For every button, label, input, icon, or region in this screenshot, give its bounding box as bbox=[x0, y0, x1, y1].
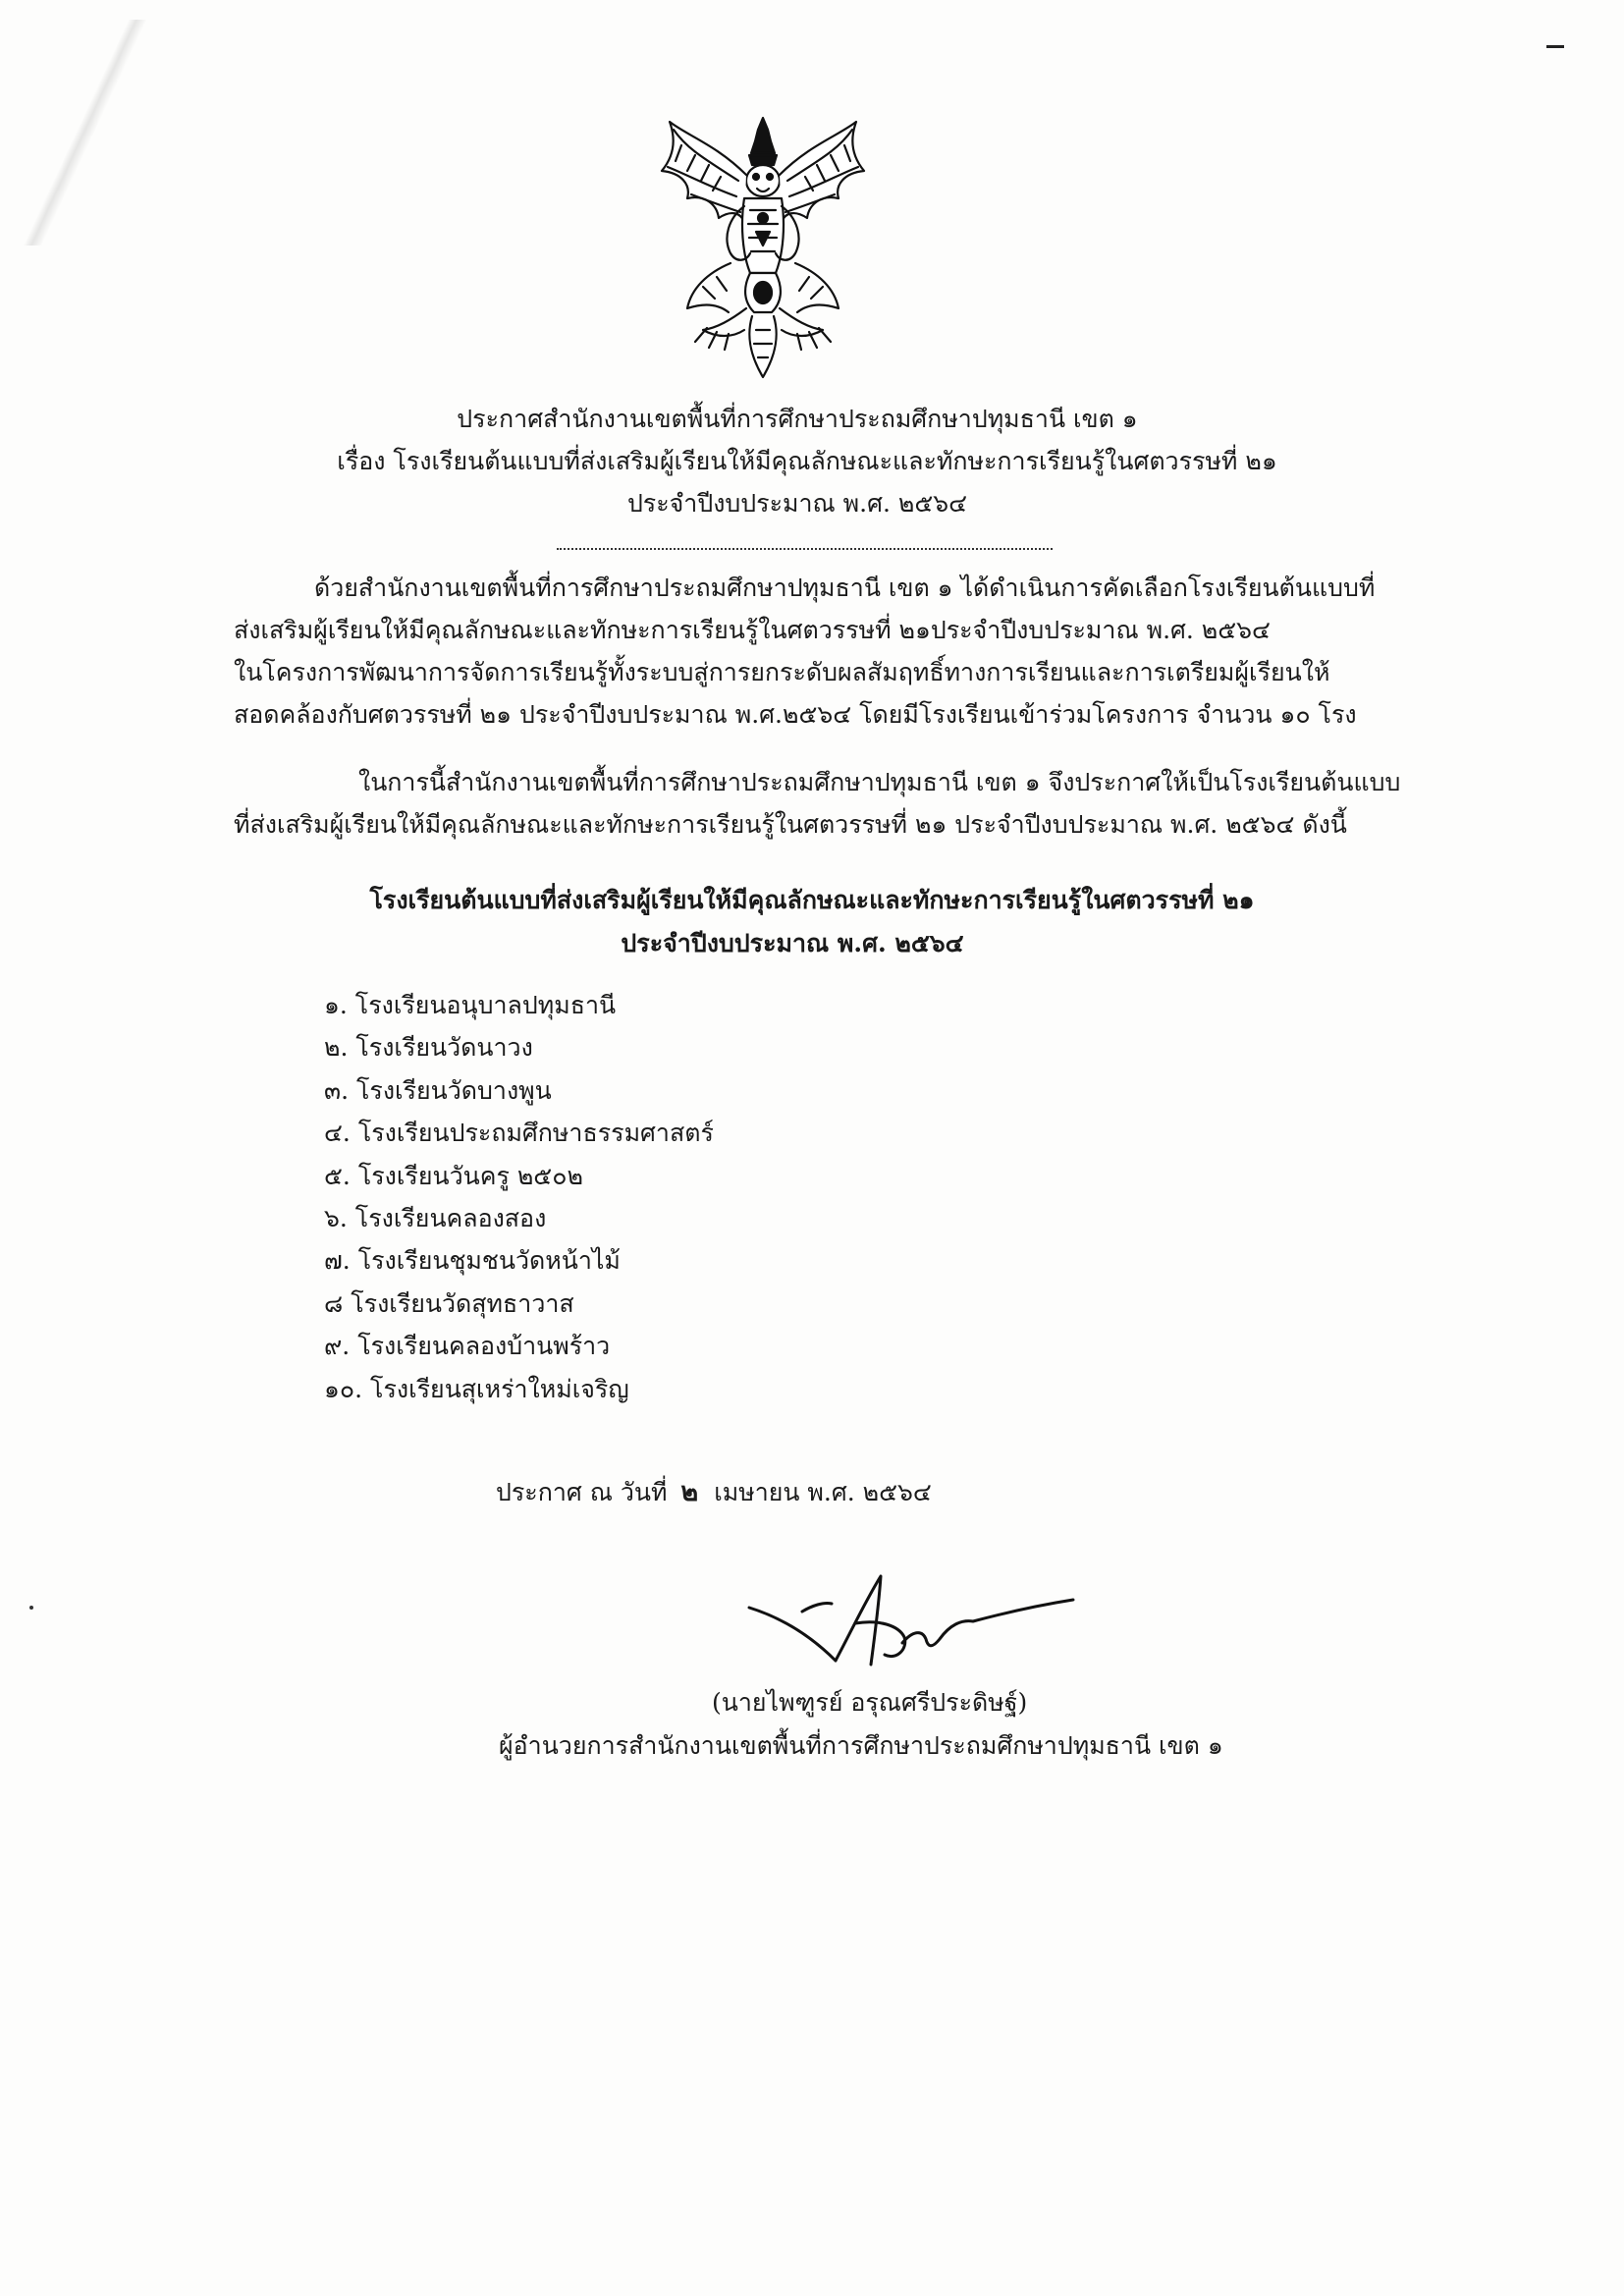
scan-artifact-streak bbox=[8, 20, 165, 246]
handwritten-signature bbox=[741, 1566, 1085, 1674]
paragraph-2-line-1: ในการนี้สำนักงานเขตพื้นที่การศึกษาประถมศึกษาปทุมธานี เขต ๑ จึงประกาศให้เป็นโรงเรียนต้นแบบ bbox=[358, 768, 1401, 796]
list-item: ๙. โรงเรียนคลองบ้านพร้าว bbox=[324, 1332, 611, 1361]
school-list-subtitle: ประจำปีงบประมาณ พ.ศ. ๒๕๖๔ bbox=[621, 929, 964, 957]
date-prefix: ประกาศ ณ วันที่ bbox=[496, 1478, 668, 1506]
list-item: ๘ โรงเรียนวัดสุทธาวาส bbox=[324, 1288, 574, 1318]
paragraph-1-line-1: ด้วยสำนักงานเขตพื้นที่การศึกษาประถมศึกษาปทุมธานี เขต ๑ ได้ดำเนินการคัดเลือกโรงเรียนต้นแบบที่ bbox=[314, 574, 1376, 602]
list-item: ๒. โรงเรียนวัดนาวง bbox=[324, 1033, 533, 1063]
list-item: ๓. โรงเรียนวัดบางพูน bbox=[324, 1075, 552, 1105]
signer-title: ผู้อำนวยการสำนักงานเขตพื้นที่การศึกษาประถมศึกษาปทุมธานี เขต ๑ bbox=[499, 1731, 1223, 1760]
announcement-fiscal-year: ประจำปีงบประมาณ พ.ศ. ๒๕๖๔ bbox=[626, 489, 968, 518]
signer-name: (นายไพฑูรย์ อรุณศรีประดิษฐ์) bbox=[712, 1688, 1028, 1717]
paragraph-1-line-2: ส่งเสริมผู้เรียนให้มีคุณลักษณะและทักษะการเรียนรู้ในศตวรรษที่ ๒๑ประจำปีงบประมาณ พ.ศ. ๒๕๖๔ bbox=[234, 616, 1271, 644]
list-item: ๗. โรงเรียนชุมชนวัดหน้าไม้ bbox=[324, 1246, 621, 1276]
announcement-date bbox=[496, 1476, 932, 1509]
school-list bbox=[324, 989, 714, 1415]
school-list-title: โรงเรียนต้นแบบที่ส่งเสริมผู้เรียนให้มีคุณลักษณะและทักษะการเรียนรู้ในศตวรรษที่ ๒๑ bbox=[369, 886, 1255, 914]
list-item: ๔. โรงเรียนประถมศึกษาธรรมศาสตร์ bbox=[324, 1119, 714, 1148]
list-item: ๑. โรงเรียนอนุบาลปทุมธานี bbox=[324, 991, 617, 1019]
scan-artifact-dot bbox=[29, 1606, 33, 1610]
garuda-emblem-icon bbox=[648, 116, 879, 381]
list-item: ๖. โรงเรียนคลองสอง bbox=[324, 1203, 547, 1232]
announcement-issuer: ประกาศสำนักงานเขตพื้นที่การศึกษาประถมศึกษาปทุมธานี เขต ๑ bbox=[457, 405, 1138, 433]
paragraph-1-line-4: สอดคล้องกับศตวรรษที่ ๒๑ ประจำปีงบประมาณ พ.ศ.๒๕๖๔ โดยมีโรงเรียนเข้าร่วมโครงการ จำนวน ๑๐ โรง bbox=[234, 700, 1357, 729]
announcement-subject: เรื่อง โรงเรียนต้นแบบที่ส่งเสริมผู้เรียนให้มีคุณลักษณะและทักษะการเรียนรู้ในศตวรรษที่ ๒๑ bbox=[337, 447, 1277, 475]
paragraph-2-line-2: ที่ส่งเสริมผู้เรียนให้มีคุณลักษณะและทักษะการเรียนรู้ในศตวรรษที่ ๒๑ ประจำปีงบประมาณ พ.ศ. ๒๕๖๔ ดังนี้ bbox=[234, 810, 1347, 839]
paragraph-1-line-3: ในโครงการพัฒนาการจัดการเรียนรู้ทั้งระบบสู่การยกระดับผลสัมฤทธิ์ทางการเรียนและการเตรียมผู้เรียนให้ bbox=[234, 658, 1330, 686]
list-item: ๑๐. โรงเรียนสุเหร่าใหม่เจริญ bbox=[324, 1374, 629, 1403]
date-day: ๒ bbox=[680, 1477, 699, 1507]
scan-artifact-dash bbox=[1546, 45, 1564, 48]
list-item: ๕. โรงเรียนวันครู ๒๕๐๒ bbox=[324, 1161, 583, 1190]
dotted-divider bbox=[557, 548, 1053, 550]
date-rest: เมษายน พ.ศ. ๒๕๖๔ bbox=[714, 1478, 932, 1506]
